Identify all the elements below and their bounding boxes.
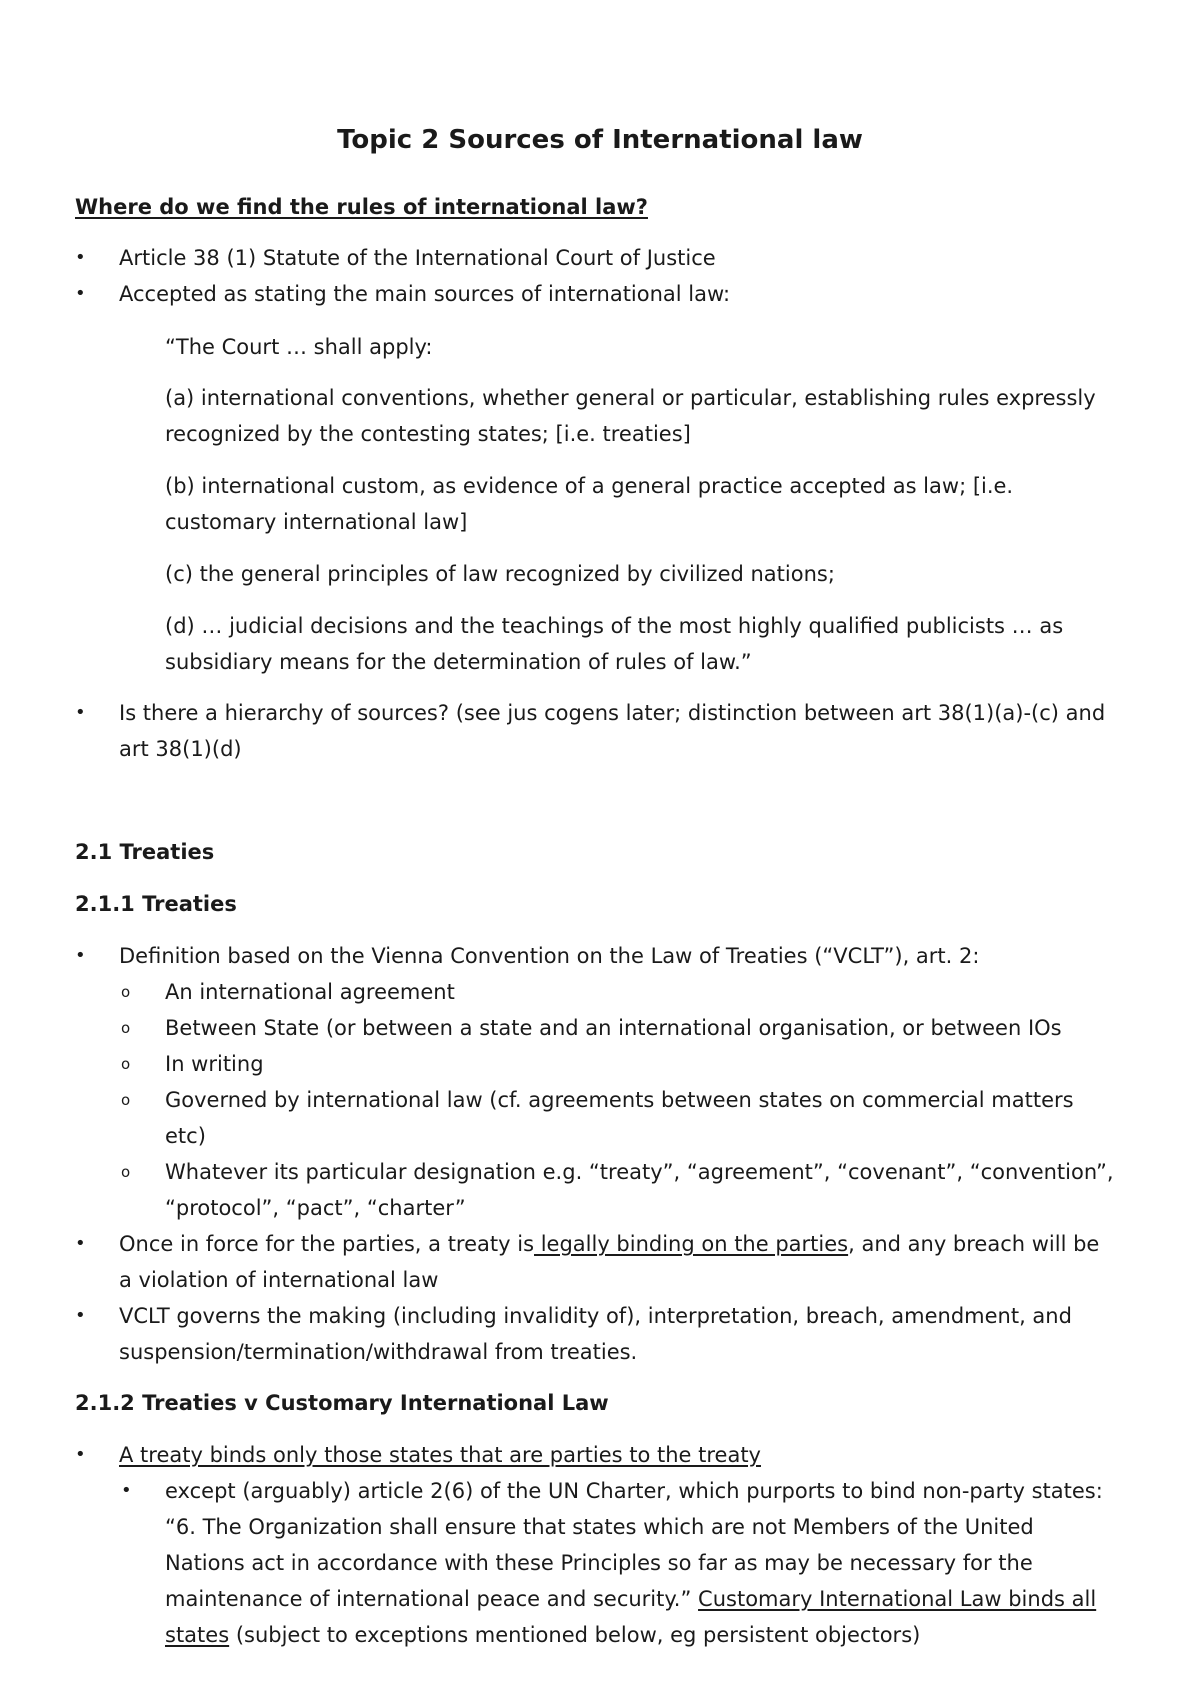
definition-item-4-line-1: Governed by international law (cf. agreements between states on commercial matters	[165, 1088, 1074, 1112]
treaty-bullet-2-line-2: a violation of international law	[119, 1268, 439, 1292]
definition-item-1: An international agreement	[165, 980, 455, 1004]
custom-sub-bullet-line-1: except (arguably) article 2(6) of the UN Charter, which purports to bind non-party states:	[165, 1479, 1103, 1503]
bullet-icon: •	[75, 247, 86, 268]
quote-item-c-line-1: (c) the general principles of law recognized by civilized nations;	[165, 562, 835, 586]
bullet-icon: •	[121, 1480, 132, 1501]
intro-bullet-1: Article 38 (1) Statute of the International Court of Justice	[119, 246, 716, 270]
quote-item-d-line-1: (d) … judicial decisions and the teachings of the most highly qualified publicists … as	[165, 614, 1064, 638]
custom-sub-bullet-line-3: Nations act in accordance with these Principles so far as may be necessary for the	[165, 1551, 1033, 1575]
quote-opening: “The Court … shall apply:	[165, 335, 433, 359]
definition-item-4-line-2: etc)	[165, 1124, 206, 1148]
text-run: (subject to exceptions mentioned below, eg persistent objectors)	[229, 1623, 921, 1647]
heading-where-rules: Where do we find the rules of international law?	[75, 195, 648, 219]
bullet-icon: •	[75, 1444, 86, 1465]
bullet-icon: •	[75, 283, 86, 304]
treaty-bullet-2-line-1	[119, 1229, 1099, 1259]
quote-item-b-line-1: (b) international custom, as evidence of a general practice accepted as law; [i.e.	[165, 474, 1014, 498]
custom-bullet-1: A treaty binds only those states that are parties to the treaty	[119, 1443, 761, 1467]
heading-2-1-2: 2.1.2 Treaties v Customary International Law	[75, 1391, 609, 1415]
definition-item-5-line-1: Whatever its particular designation e.g. “treaty”, “agreement”, “covenant”, “convention”,	[165, 1160, 1114, 1184]
bullet-icon: •	[75, 1305, 86, 1326]
treaty-bullet-1: Definition based on the Vienna Convention on the Law of Treaties (“VCLT”), art. 2:	[119, 944, 980, 968]
text-run: , and any breach will be	[848, 1232, 1100, 1256]
quote-item-d-line-2: subsidiary means for the determination of rules of law.”	[165, 650, 752, 674]
bullet-icon: •	[75, 702, 86, 723]
intro-bullet-3-line-2: art 38(1)(d)	[119, 737, 242, 761]
quote-item-b-line-2: customary international law]	[165, 510, 468, 534]
underlined-text: states	[165, 1623, 230, 1647]
custom-sub-bullet-line-4	[165, 1584, 1096, 1614]
quote-item-a-line-1: (a) international conventions, whether general or particular, establishing rules expressly	[165, 386, 1096, 410]
intro-bullet-2: Accepted as stating the main sources of international law:	[119, 282, 731, 306]
treaty-bullet-3-line-2: suspension/termination/withdrawal from treaties.	[119, 1340, 638, 1364]
heading-2-1: 2.1 Treaties	[75, 840, 215, 864]
sub-bullet-icon: o	[121, 1091, 131, 1109]
custom-sub-bullet-line-5	[165, 1620, 920, 1650]
bullet-icon: •	[75, 945, 86, 966]
page-title: Topic 2 Sources of International law	[337, 125, 863, 155]
heading-2-1-1: 2.1.1 Treaties	[75, 892, 237, 916]
sub-bullet-icon: o	[121, 1163, 131, 1181]
bullet-icon: •	[75, 1233, 86, 1254]
text-run: Once in force for the parties, a treaty is	[119, 1232, 535, 1256]
definition-item-3: In writing	[165, 1052, 264, 1076]
definition-item-5-line-2: “protocol”, “pact”, “charter”	[165, 1196, 466, 1220]
custom-sub-bullet-line-2: “6. The Organization shall ensure that states which are not Members of the United	[165, 1515, 1034, 1539]
underlined-text: legally binding on the parties	[534, 1232, 849, 1256]
sub-bullet-icon: o	[121, 1055, 131, 1073]
treaty-bullet-3-line-1: VCLT governs the making (including invalidity of), interpretation, breach, amendment, and	[119, 1304, 1072, 1328]
text-run: maintenance of international peace and security.”	[165, 1587, 699, 1611]
intro-bullet-3-line-1: Is there a hierarchy of sources? (see jus cogens later; distinction between art 38(1)(a)-(c) and	[119, 701, 1106, 725]
definition-item-2: Between State (or between a state and an international organisation, or between IOs	[165, 1016, 1062, 1040]
sub-bullet-icon: o	[121, 1019, 131, 1037]
sub-bullet-icon: o	[121, 983, 131, 1001]
quote-item-a-line-2: recognized by the contesting states; [i.e. treaties]	[165, 422, 691, 446]
underlined-text: Customary International Law binds all	[698, 1587, 1097, 1611]
